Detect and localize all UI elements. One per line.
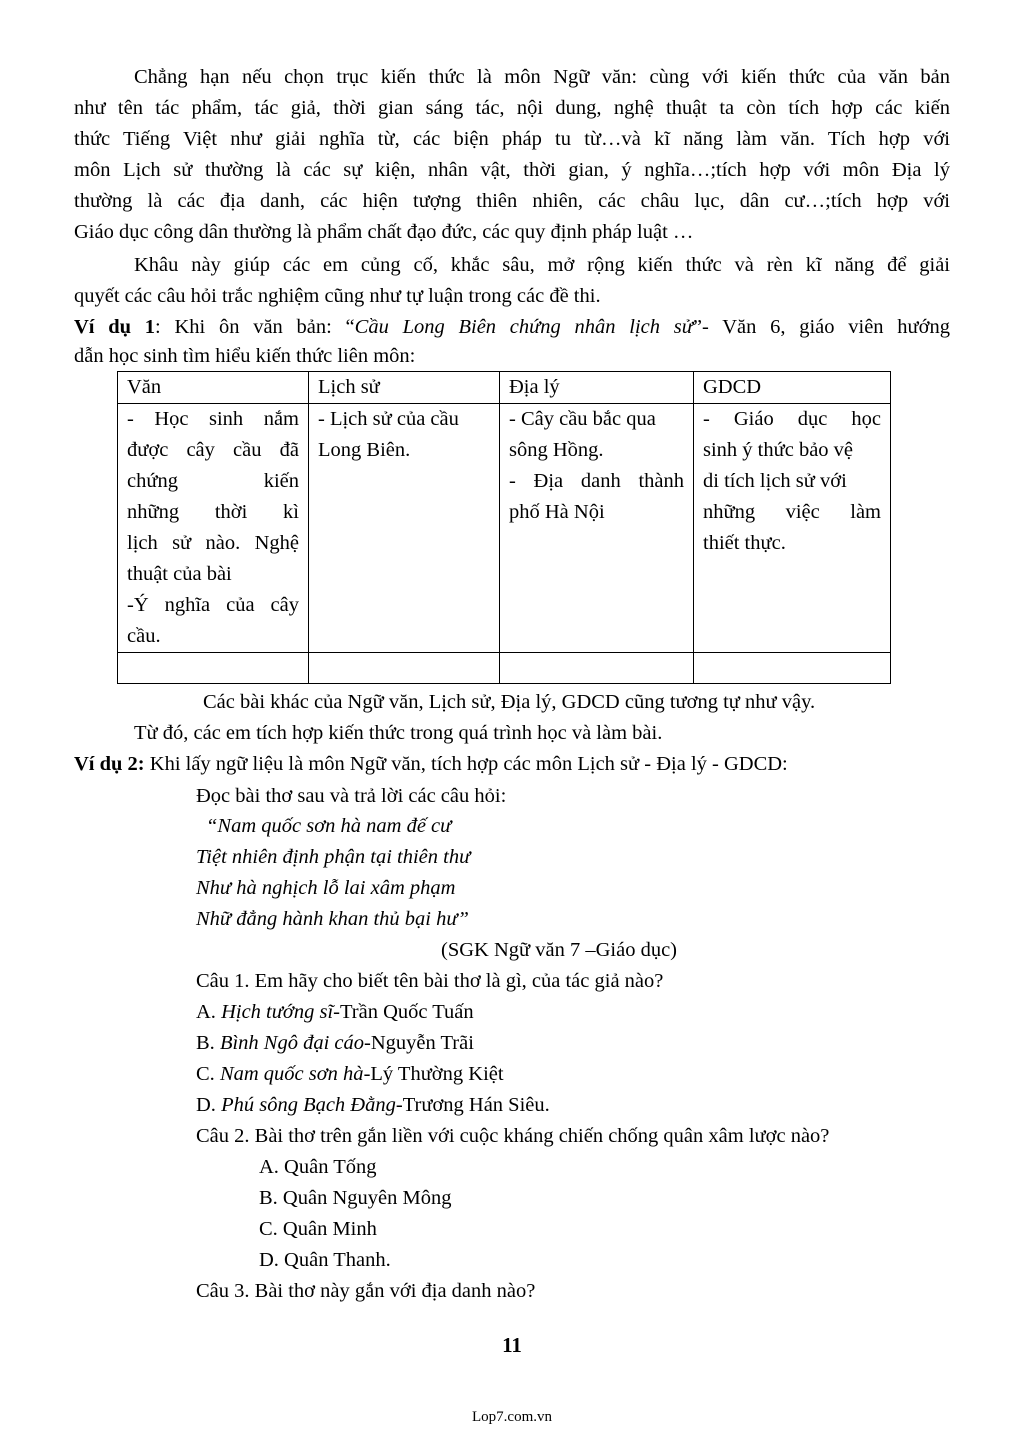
page-number: 11: [502, 1333, 522, 1357]
cell-line: thuật của bài: [127, 563, 232, 585]
intro-line-3: thức Tiếng Việt như giải nghĩa từ, các biện pháp tu từ…và kĩ năng làm văn. Tích hợp với: [74, 128, 950, 150]
example1-intro: : Khi ôn văn bản: “: [155, 316, 355, 338]
header-lich-su: Lịch sử: [309, 372, 500, 404]
question-2: Câu 2. Bài thơ trên gắn liền với cuộc kháng chiến chống quân xâm lược nào?: [196, 1125, 830, 1147]
option-author: -Trương Hán Siêu.: [395, 1094, 550, 1116]
intro-line-1: Chẳng hạn nếu chọn trục kiến thức là môn Ngữ văn: cùng với kiến thức của văn bản: [134, 66, 950, 88]
header-gdcd: GDCD: [694, 372, 891, 404]
header-van: Văn: [118, 372, 309, 404]
poem-line-2: Tiệt nhiên định phận tại thiên thư: [196, 846, 471, 868]
intro-line-2: như tên tác phẩm, tác giả, thời gian sáng tác, nội dung, nghệ thuật ta còn tích hợp các kiến: [74, 97, 950, 119]
example2-text: Khi lấy ngữ liệu là môn Ngữ văn, tích hợp các môn Lịch sử - Địa lý - GDCD:: [144, 753, 788, 775]
option-title: Hịch tướng sĩ: [221, 1001, 334, 1023]
cell-line: cầu.: [127, 625, 161, 647]
example2-label: Ví dụ 2:: [74, 753, 145, 775]
after-table-line-2: Từ đó, các em tích hợp kiến thức trong quá trình học và làm bài.: [134, 722, 663, 744]
cell-line: - Lịch sử của cầu: [318, 408, 459, 430]
question-1: Câu 1. Em hãy cho biết tên bài thơ là gì, của tác giả nào?: [196, 970, 664, 992]
option-title: Phú sông Bạch Đằng: [221, 1094, 396, 1116]
cell-line: thiết thực.: [703, 532, 786, 554]
option-letter: D.: [196, 1094, 222, 1116]
q1-option-b: [196, 1028, 474, 1059]
example2-line: [74, 749, 788, 780]
cell-line: phố Hà Nội: [509, 501, 605, 523]
option-letter: A.: [196, 1001, 222, 1023]
option-letter: B.: [196, 1032, 220, 1054]
option-author: -Lý Thường Kiệt: [363, 1063, 504, 1085]
header-dia-ly: Địa lý: [500, 372, 694, 404]
empty-cell: [500, 653, 694, 684]
cell-line: Long Biên.: [318, 439, 411, 461]
question-3: Câu 3. Bài thơ này gắn với địa danh nào?: [196, 1280, 536, 1302]
q1-option-c: [196, 1059, 504, 1090]
cell-gdcd: [694, 404, 891, 653]
q2-option-d: D. Quân Thanh.: [259, 1249, 391, 1271]
table-header-row: [118, 372, 891, 404]
example1-label: Ví dụ 1: [74, 316, 156, 338]
table-row-empty: [118, 653, 891, 684]
footer-site: Lop7.com.vn: [472, 1409, 552, 1425]
intro-line-4: môn Lịch sử thường là các sự kiện, nhân vật, thời gian, ý nghĩa…;tích hợp với môn Địa lý: [74, 159, 950, 181]
cell-dia-ly: [500, 404, 694, 653]
cell-line: chứng kiến: [127, 470, 299, 492]
cell-line: được cây cầu đã: [127, 439, 299, 461]
cell-line: - Học sinh nắm: [127, 408, 299, 430]
option-author: -Trần Quốc Tuấn: [333, 1001, 474, 1023]
option-title: Bình Ngô đại cáo: [219, 1032, 364, 1054]
para2-line-1: Khâu này giúp các em củng cố, khắc sâu, mở rộng kiến thức và rèn kĩ năng để giải: [134, 254, 950, 276]
cell-line: sinh ý thức bảo vệ: [703, 439, 854, 461]
example1-rest: ”- Văn 6, giáo viên hướng: [692, 316, 950, 338]
empty-cell: [309, 653, 500, 684]
cell-line: - Địa danh thành: [509, 470, 684, 492]
option-title: Nam quốc sơn hà: [219, 1063, 364, 1085]
table-row: [118, 404, 891, 653]
intro-line-5: thường là các địa danh, các hiện tượng thiên nhiên, các châu lục, dân cư…;tích hợp với: [74, 190, 950, 212]
poem-line-3: Như hà nghịch lỗ lai xâm phạm: [196, 877, 456, 899]
para2-line-2: quyết các câu hỏi trắc nghiệm cũng như tự luận trong các đề thi.: [74, 285, 601, 307]
poem-line-1: “Nam quốc sơn hà nam đế cư: [206, 815, 452, 837]
cell-line: những việc làm: [703, 501, 881, 523]
option-letter: C.: [196, 1063, 220, 1085]
q2-option-a: A. Quân Tống: [259, 1156, 377, 1178]
example1-line: [74, 312, 950, 343]
cell-line: lịch sử nào. Nghệ: [127, 532, 299, 554]
poem-line-4: Nhữ đẳng hành khan thủ bại hư”: [196, 908, 469, 930]
poem-source: (SGK Ngữ văn 7 –Giáo dục): [441, 939, 678, 961]
instruction: Đọc bài thơ sau và trả lời các câu hỏi:: [196, 785, 507, 807]
option-author: -Nguyễn Trãi: [364, 1032, 474, 1054]
empty-cell: [694, 653, 891, 684]
intro-line-6: Giáo dục công dân thường là phẩm chất đạo đức, các quy định pháp luật …: [74, 221, 694, 243]
example1-title: Cầu Long Biên chứng nhân lịch sử: [354, 316, 693, 338]
interdisciplinary-table: [117, 371, 891, 684]
cell-line: di tích lịch sử với: [703, 470, 847, 492]
cell-line: những thời kì: [127, 501, 299, 523]
cell-lich-su: [309, 404, 500, 653]
cell-line: - Cây cầu bắc qua: [509, 408, 656, 430]
cell-line: - Giáo dục học: [703, 408, 881, 430]
q1-option-a: [196, 997, 474, 1028]
q1-option-d: [196, 1090, 550, 1121]
cell-line: -Ý nghĩa của cây: [127, 594, 299, 616]
q2-option-c: C. Quân Minh: [259, 1218, 377, 1240]
empty-cell: [118, 653, 309, 684]
example1-line-2: dẫn học sinh tìm hiểu kiến thức liên môn:: [74, 345, 416, 367]
after-table-line-1: Các bài khác của Ngữ văn, Lịch sử, Địa lý, GDCD cũng tương tự như vậy.: [203, 691, 816, 713]
cell-line: sông Hồng.: [509, 439, 604, 461]
q2-option-b: B. Quân Nguyên Mông: [259, 1187, 452, 1209]
cell-van: [118, 404, 309, 653]
